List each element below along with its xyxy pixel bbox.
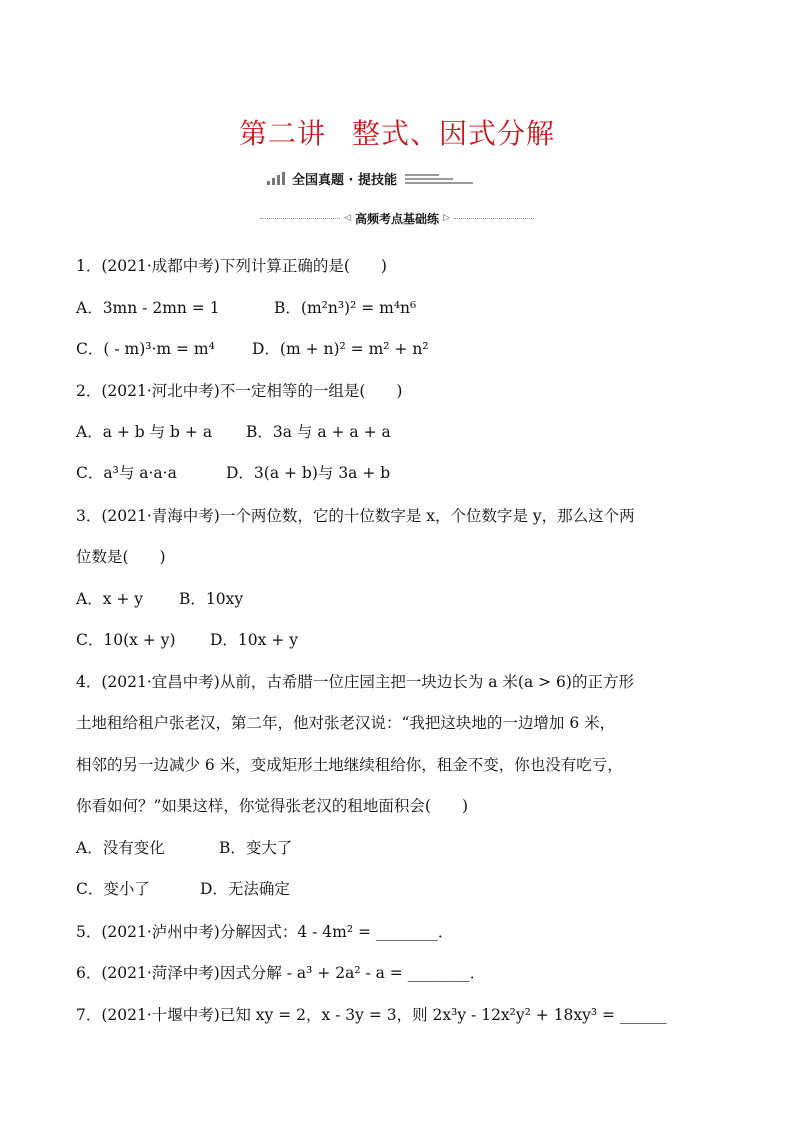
q3-option-b: B．10xy — [179, 590, 244, 608]
q1-option-d: D．(m + n)² = m² + n² — [252, 340, 429, 358]
q3-options-ab — [76, 587, 243, 609]
bar-chart-icon — [266, 171, 286, 185]
q7-stem: 7．(2021·十堰中考)已知 xy = 2，x - 3y = 3，则 2x³y - 12x²y² + 18xy³ = ______ — [76, 1006, 667, 1024]
q1-option-c: C．( - m)³·m = m⁴ — [76, 340, 215, 358]
q6-stem: 6．(2021·菏泽中考)因式分解 - a³ + 2a² - a = ________． — [76, 964, 486, 982]
q1-options-cd — [76, 337, 429, 359]
q3-stem-line1: 3．(2021·青海中考)一个两位数，它的十位数字是 x，个位数字是 y，那么这个两 — [76, 507, 635, 525]
q3-options-cd — [76, 628, 298, 650]
q3-stem-line2: 位数是( ) — [76, 548, 166, 566]
q2-option-a: A．a + b 与 b + a — [76, 423, 213, 441]
triangle-right-icon: ▷ — [443, 213, 450, 223]
q4-line1: 4．(2021·宜昌中考)从前，古希腊一位庄园主把一块边长为 a 米(a > 6)的正方形 — [76, 673, 634, 691]
q4-line3: 相邻的另一边减少 6 米，变成矩形土地继续租给你，租金不变，你也没有吃亏， — [76, 756, 623, 774]
q1-option-b: B．(m²n³)² = m⁴n⁶ — [274, 299, 417, 317]
q1-stem: 1．(2021·成都中考)下列计算正确的是( ) — [76, 257, 387, 275]
q4-line4: 你看如何？”如果这样，你觉得张老汉的租地面积会( ) — [76, 797, 469, 815]
divider-right — [454, 218, 534, 219]
q1-option-a: A．3mn - 2mn = 1 — [76, 299, 220, 317]
banner-label: 全国真题 · 提技能 — [292, 172, 397, 188]
q3-option-c: C．10(x + y) — [76, 631, 176, 649]
q4-option-c: C．变小了 — [76, 880, 150, 898]
q4-options-cd — [76, 877, 290, 899]
q2-options-cd — [76, 461, 390, 483]
q2-option-c: C．a³与 a·a·a — [76, 464, 177, 482]
q2-option-b: B．3a 与 a + a + a — [246, 423, 391, 441]
divider-left — [260, 218, 340, 219]
q1-options-ab — [76, 296, 416, 318]
page-title: 第二讲 整式、因式分解 — [238, 117, 556, 150]
q4-option-d: D．无法确定 — [200, 880, 290, 898]
triangle-left-icon: ◁ — [344, 213, 351, 223]
q3-option-d: D．10x + y — [210, 631, 298, 649]
q2-options-ab — [76, 420, 391, 442]
q5-stem: 5．(2021·泸州中考)分解因式：4 - 4m² = ________． — [76, 923, 454, 941]
section-banner — [266, 168, 475, 188]
q4-option-a: A．没有变化 — [76, 839, 165, 857]
subsection-label: 高频考点基础练 — [355, 211, 440, 226]
q2-stem: 2．(2021·河北中考)不一定相等的一组是( ) — [76, 382, 403, 400]
q3-option-a: A．x + y — [76, 590, 144, 608]
q4-option-b: B．变大了 — [219, 839, 293, 857]
decorative-lines — [403, 172, 475, 184]
subsection-heading — [260, 208, 534, 228]
q4-line2: 土地租给租户张老汉，第二年，他对张老汉说：“我把这块地的一边增加 6 米， — [76, 714, 616, 732]
q4-options-ab — [76, 836, 292, 858]
q2-option-d: D．3(a + b)与 3a + b — [226, 464, 391, 482]
